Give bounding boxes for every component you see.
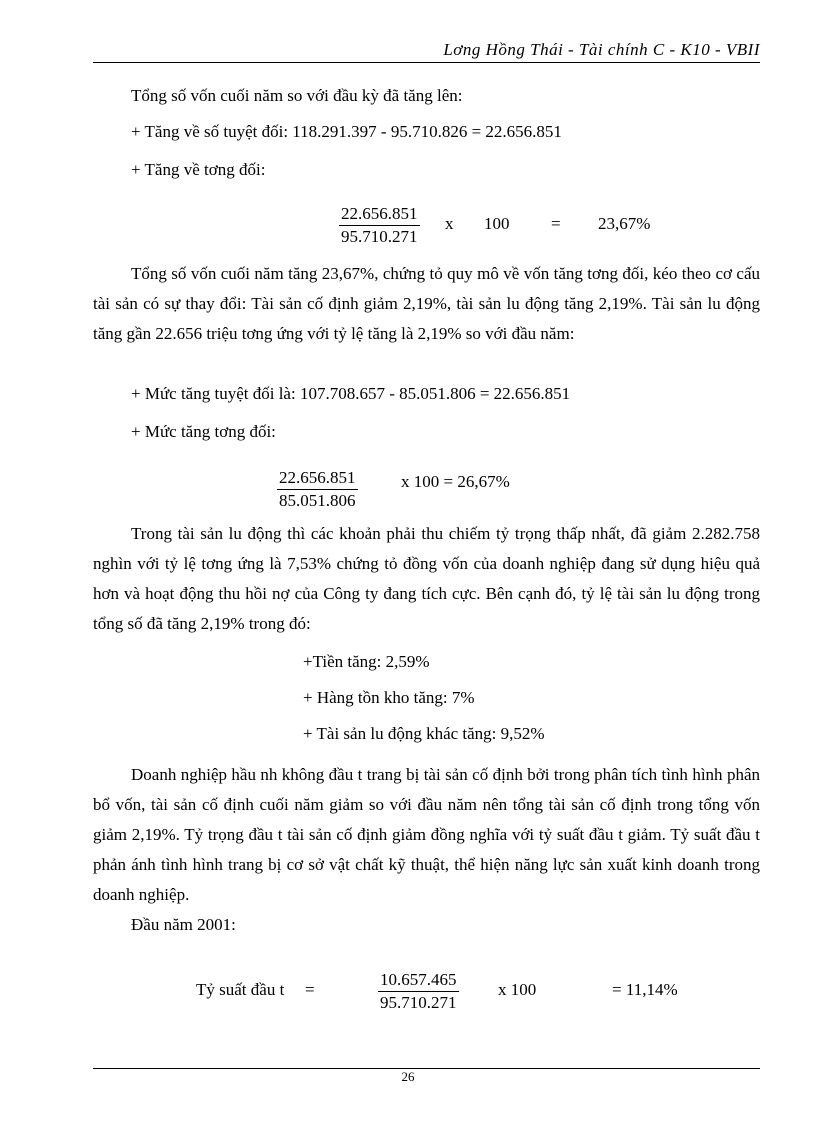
formula2-numerator: 22.656.851	[277, 468, 358, 490]
page-number: 26	[401, 1069, 415, 1084]
formula3-numerator: 10.657.465	[378, 970, 459, 992]
relative-increase-line: + Tăng về tơng đối:	[131, 160, 266, 179]
relative-level-line: + Mức tăng tơng đối:	[131, 422, 276, 441]
list-item: + Hàng tồn kho tăng: 7%	[303, 688, 475, 707]
formula3-result: = 11,14%	[612, 980, 678, 999]
formula3-label: Tỷ suất đầu t	[196, 980, 285, 999]
formula1-times: x	[445, 214, 454, 233]
paragraph-1: Tổng số vốn cuối năm tăng 23,67%, chứng tỏ quy mô về vốn tăng tơng đối, kéo theo cơ cấu tài sản có sự thay đổi: Tài sản cố định giảm 2,19%, tài sản lu động tăng 2,19%. Tài sản lu động tăng gần 22.656 triệu tơng ứng với tỷ lệ tăng là 2,19% so với đầu năm:	[93, 264, 760, 343]
formula2-rest: x 100 = 26,67%	[401, 472, 510, 491]
formula1-result: 23,67%	[598, 214, 651, 233]
formula2-fraction	[277, 468, 358, 511]
paragraph-3: Doanh nghiệp hầu nh không đầu t trang bị tài sản cố định bởi trong phân tích tình hình phân bổ vốn, tài sản cố định cuối năm giảm so với đầu năm nên tổng tài sản cố định trong tổng vốn giảm 2,19%. Tỷ trọng đầu t tài sản cố định giảm đồng nghĩa với tỷ suất đầu t giảm. Tỷ suất đầu t phản ánh tình hình trang bị cơ sở vật chất kỹ thuật, thể hiện năng lực sản xuất kinh doanh trong doanh nghiệp.	[93, 765, 760, 904]
list-item: +Tiền tăng: 2,59%	[303, 652, 430, 671]
intro-line: Tổng số vốn cuối năm so với đầu kỳ đã tăng lên:	[131, 86, 463, 105]
formula3-equals: =	[305, 980, 315, 999]
page-header: Lơng Hồng Thái - Tài chính C - K10 - VBII	[443, 40, 760, 59]
absolute-level-line: + Mức tăng tuyệt đối là: 107.708.657 - 85.051.806 = 22.656.851	[131, 384, 571, 403]
formula3-fraction	[378, 970, 459, 1013]
year-label: Đầu năm 2001:	[131, 915, 236, 934]
formula1-denominator: 95.710.271	[341, 227, 418, 246]
formula1-numerator: 22.656.851	[339, 204, 420, 226]
formula2-denominator: 85.051.806	[279, 491, 356, 510]
formula1-fraction	[339, 204, 420, 247]
list-item: + Tài sản lu động khác tăng: 9,52%	[303, 724, 545, 743]
formula1-hundred: 100	[484, 214, 510, 233]
formula1-equals: =	[551, 214, 561, 233]
formula3-times: x 100	[498, 980, 537, 999]
absolute-increase-line: + Tăng về số tuyệt đối: 118.291.397 - 95.710.826 = 22.656.851	[131, 122, 562, 141]
header-rule	[93, 62, 760, 63]
paragraph-2: Trong tài sản lu động thì các khoản phải thu chiếm tỷ trọng thấp nhất, đã giảm 2.282.758 nghìn với tỷ lệ tơng ứng là 7,53% chứng tỏ đồng vốn của doanh nghiệp đang sử dụng hiệu quả hơn và hoạt động thu hồi nợ của Công ty đang tích cực. Bên cạnh đó, tỷ lệ tài sản lu động trong tổng số đã tăng 2,19% trong đó:	[93, 524, 760, 633]
formula3-denominator: 95.710.271	[380, 993, 457, 1012]
